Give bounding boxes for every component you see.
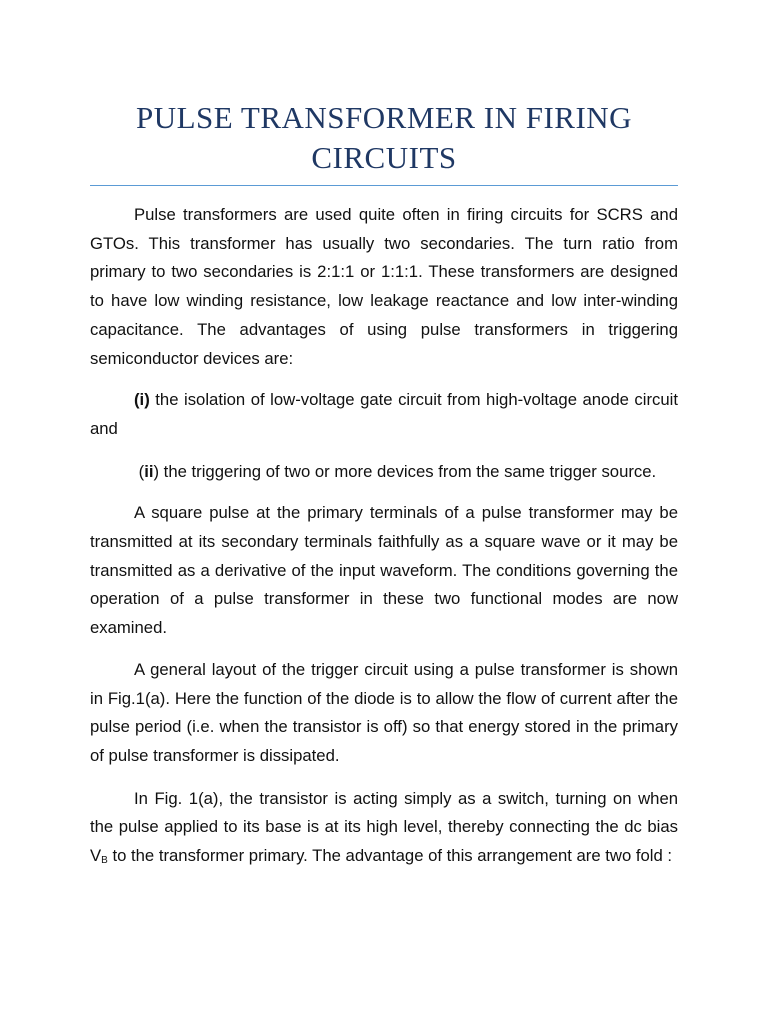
- list-item-triggering: [90, 458, 678, 487]
- paragraph-text: In Fig. 1(a), the transistor is acting simply as a switch, turning on when the pulse applied to its base is at its high level, thereby connecting the dc bias V: [90, 788, 678, 866]
- subscript: B: [101, 855, 108, 867]
- title-underline: [90, 185, 678, 186]
- list-item-label: (i): [134, 390, 150, 410]
- paragraph-text: to the transformer primary. The advantage of this arrangement are two fold :: [107, 846, 673, 866]
- page-title: PULSE TRANSFORMER IN FIRING CIRCUITS: [135, 100, 633, 175]
- paragraph-intro: Pulse transformers are used quite often in firing circuits for SCRS and GTOs. This transformer has usually two secondaries. The turn ratio from primary to two secondaries is 2:1:1 or 1:1:1. These transformers are designed to have low winding resistance, low leakage reactance and low inter-winding capacitance. The advantages of using pulse transformers in triggering semiconductor devices are:: [90, 205, 678, 368]
- list-item-paren: (: [138, 461, 145, 481]
- paragraph-general-layout: A general layout of the trigger circuit using a pulse transformer is shown in Fig.1(a). Here the function of the diode is to allow the flow of current after the pulse period (i.e. when the transistor is off) so that energy stored in the primary of pulse transformer is dissipated.: [90, 659, 678, 765]
- list-item-text: the isolation of low-voltage gate circuit from high-voltage anode circuit and: [90, 390, 678, 438]
- list-item-isolation: [90, 386, 678, 443]
- list-item-label: ii: [144, 461, 154, 481]
- list-item-text: ) the triggering of two or more devices from the same trigger source.: [153, 461, 657, 481]
- paragraph-transistor-switch: [90, 785, 678, 871]
- paragraph-square-pulse: A square pulse at the primary terminals of a pulse transformer may be transmitted at its secondary terminals faithfully as a square wave or it may be transmitted as a derivative of the input waveform. The conditions governing the operation of a pulse transformer in these two functional modes are now examined.: [90, 503, 678, 638]
- document-page: [90, 0, 678, 871]
